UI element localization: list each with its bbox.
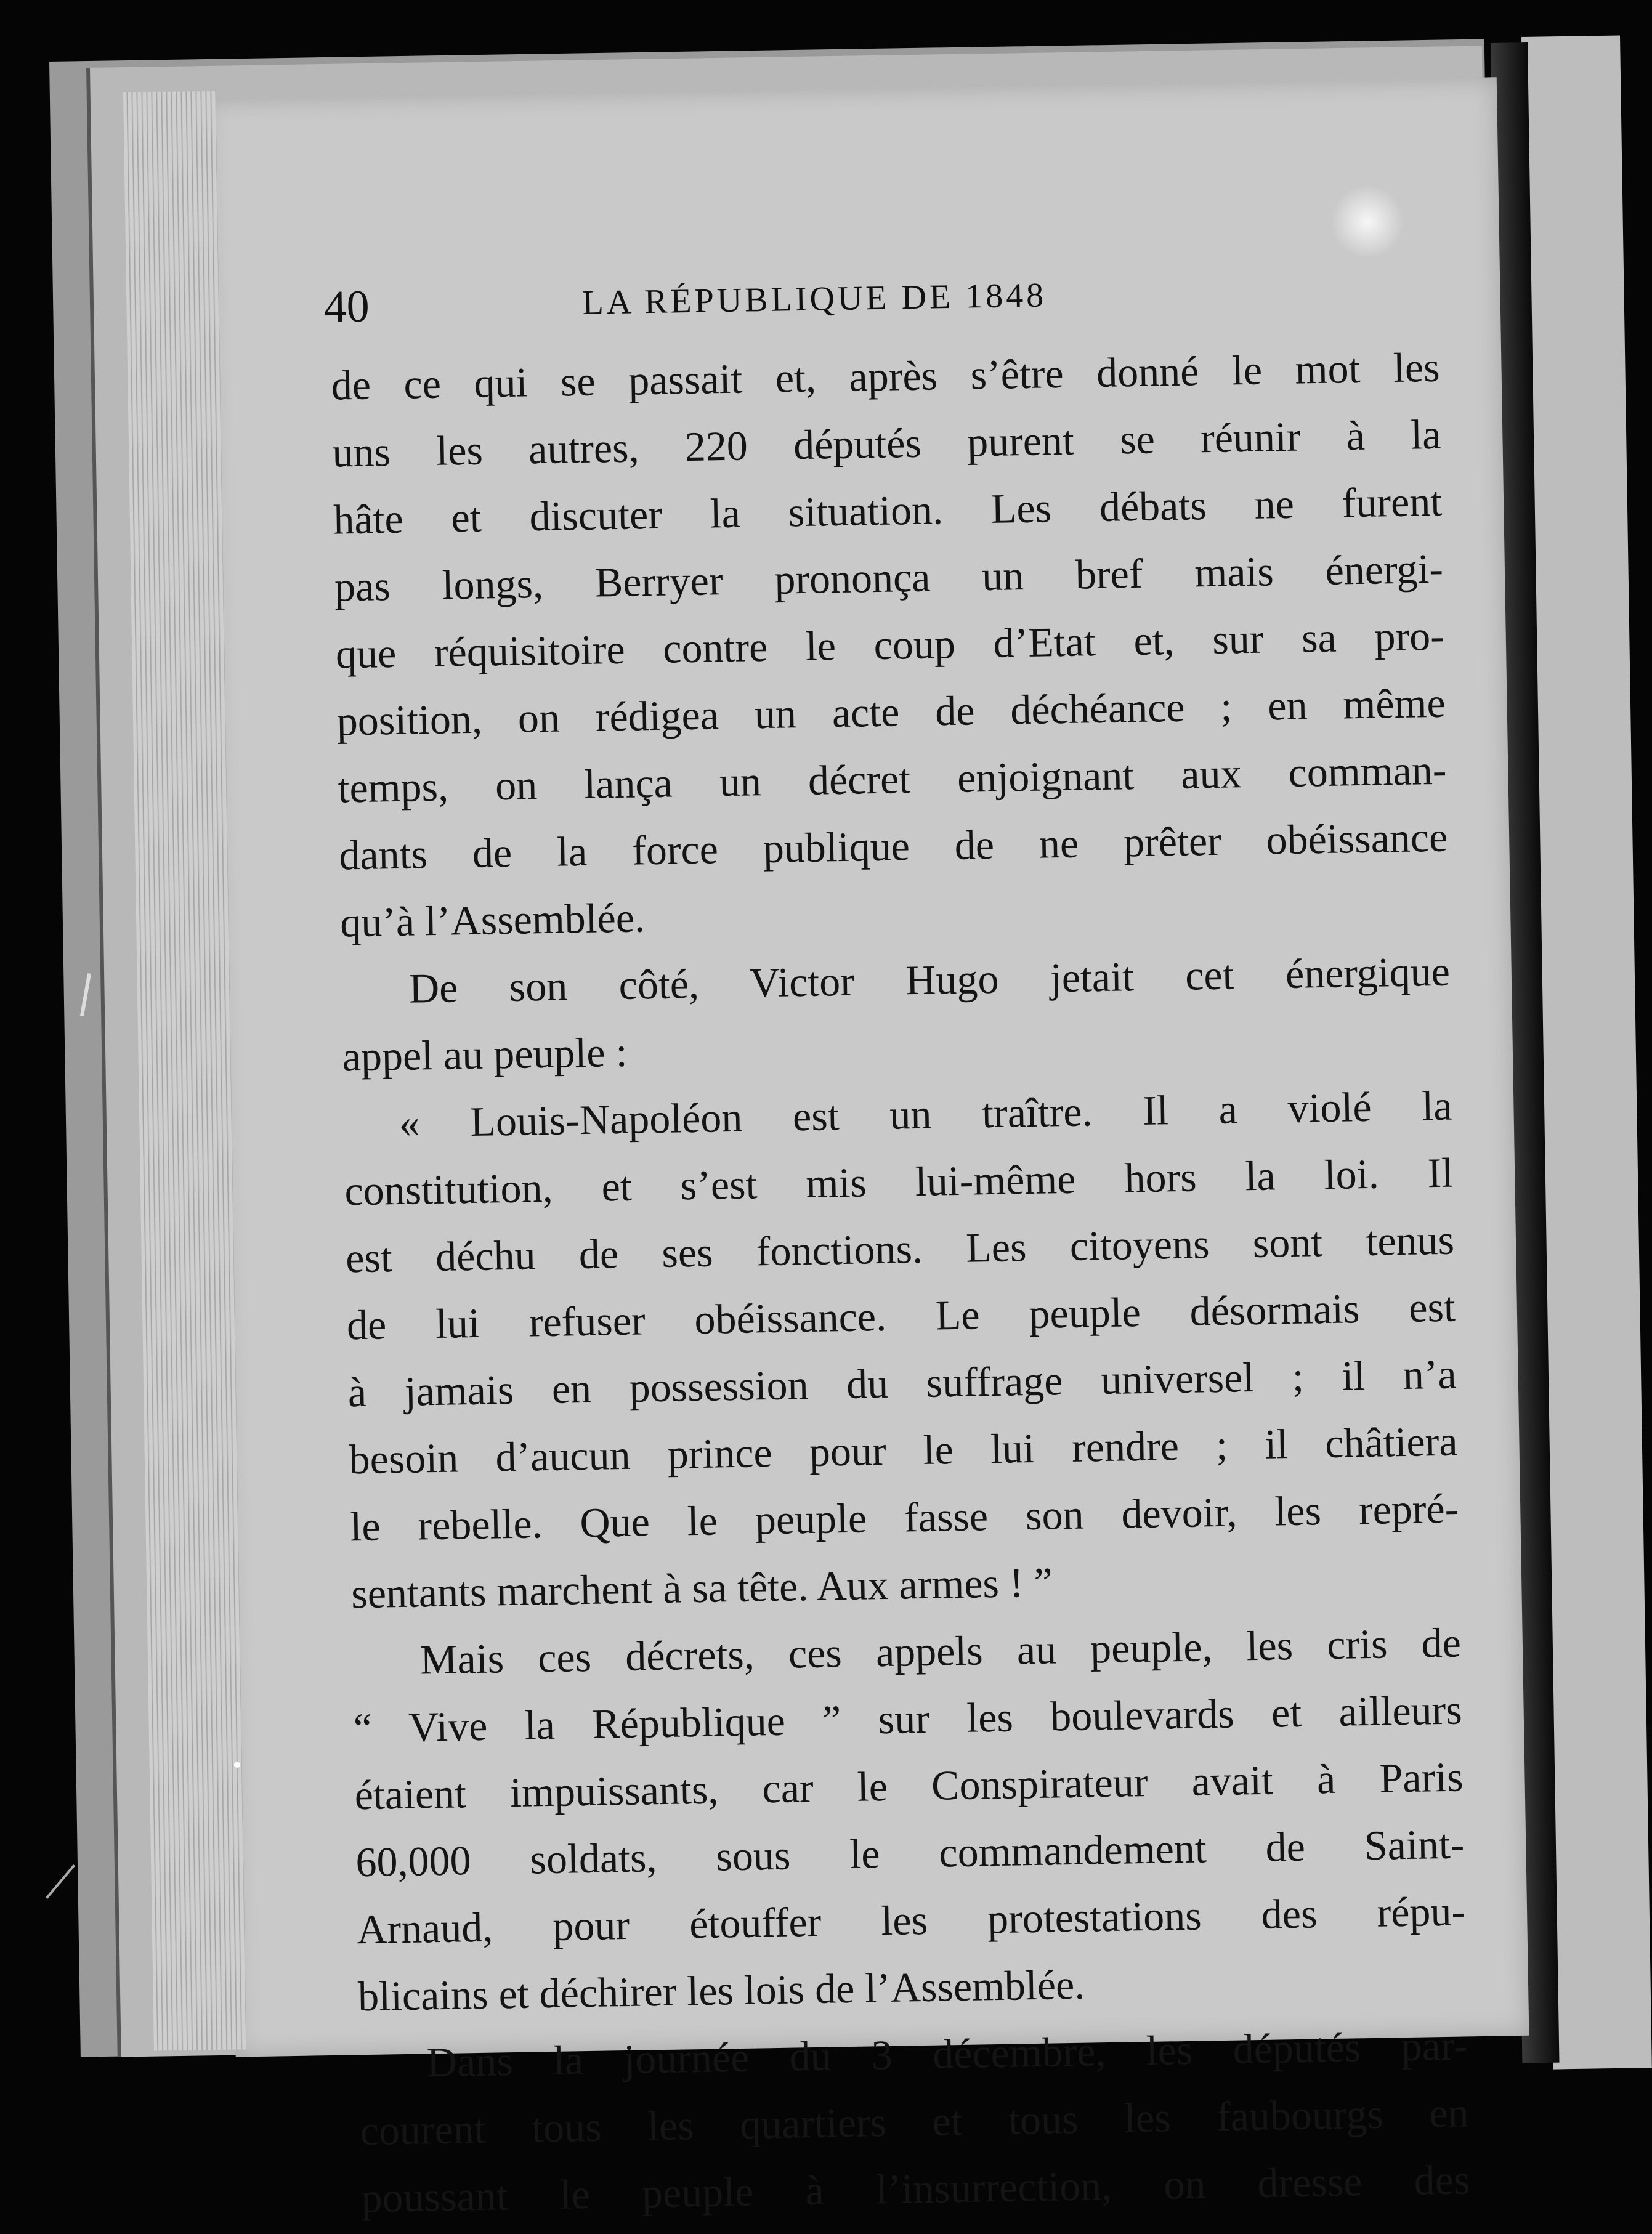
text-line: de lui refuser obéissance. Le peuple désormais est [346, 1283, 1456, 1349]
text-line: 60,000 soldats, sous le commandement de Saint- [355, 1820, 1465, 1886]
text-line: est déchu de ses fonctions. Les citoyens sont tenus [345, 1216, 1455, 1282]
text-line: dants de la force publique de ne prêter obéissance [338, 813, 1448, 879]
text-line: pas longs, Berryer prononça un bref mais énergi- [334, 544, 1444, 610]
text-line: “ Vive la République ” sur les boulevards et ailleurs [353, 1686, 1463, 1752]
text-line: constitution, et s’est mis lui-même hors la loi. Il [344, 1149, 1454, 1215]
text-line: sentants marchent à sa tête. Aux armes ! ” [350, 1558, 1053, 1617]
text-line: qu’à l’Assemblée. [339, 894, 646, 946]
book-page [203, 77, 1529, 2222]
text-line: le rebelle. Que le peuple fasse son devoir, les repré- [349, 1484, 1459, 1550]
text-line: « Louis-Napoléon est un traître. Il a violé la [398, 1082, 1453, 1146]
page-number: 40 [323, 281, 370, 333]
scan-glare [1330, 185, 1404, 259]
margin-dot [234, 1762, 240, 1768]
text-line: courent tous les quartiers et tous les faubourgs en [360, 2089, 1470, 2155]
text-line: besoin d’aucun prince pour le lui rendre ; il châtiera [349, 1417, 1459, 1483]
text-line: temps, on lança un décret enjoignant aux comman- [337, 746, 1447, 812]
text-line: étaient impuissants, car le Conspirateur avait à Paris [354, 1753, 1464, 1819]
text-line: Dans la journée du 3 décembre, les députés par- [426, 2022, 1468, 2086]
body-text [331, 334, 1470, 2232]
running-head: LA RÉPUBLIQUE DE 1848 [582, 276, 1047, 322]
margin-mark [46, 1864, 75, 1899]
text-line: Mais ces décrets, ces appels au peuple, les cris de [419, 1619, 1462, 1683]
text-line: position, on rédigea un acte de déchéance ; en même [336, 679, 1446, 745]
text-line: à jamais en possession du suffrage universel ; il n’a [347, 1350, 1457, 1416]
text-line: hâte et discuter la situation. Les débats ne furent [333, 477, 1443, 543]
text-line: Arnaud, pour étouffer les protestations des répu- [356, 1887, 1466, 1953]
text-line: De son côté, Victor Hugo jetait cet énergique [408, 947, 1451, 1012]
text-line: uns les autres, 220 députés purent se réunir à la [331, 410, 1441, 476]
text-line: poussant le peuple à l’insurrection, on dresse des [360, 2156, 1470, 2222]
text-line: de ce qui se passait et, après s’être donné le mot les [331, 343, 1441, 409]
text-line: blicains et déchirer les lois de l’Assemblée. [357, 1961, 1085, 2020]
text-line: que réquisitoire contre le coup d’Etat et, sur sa pro- [335, 612, 1445, 678]
text-line: appel au peuple : [342, 1028, 628, 1080]
